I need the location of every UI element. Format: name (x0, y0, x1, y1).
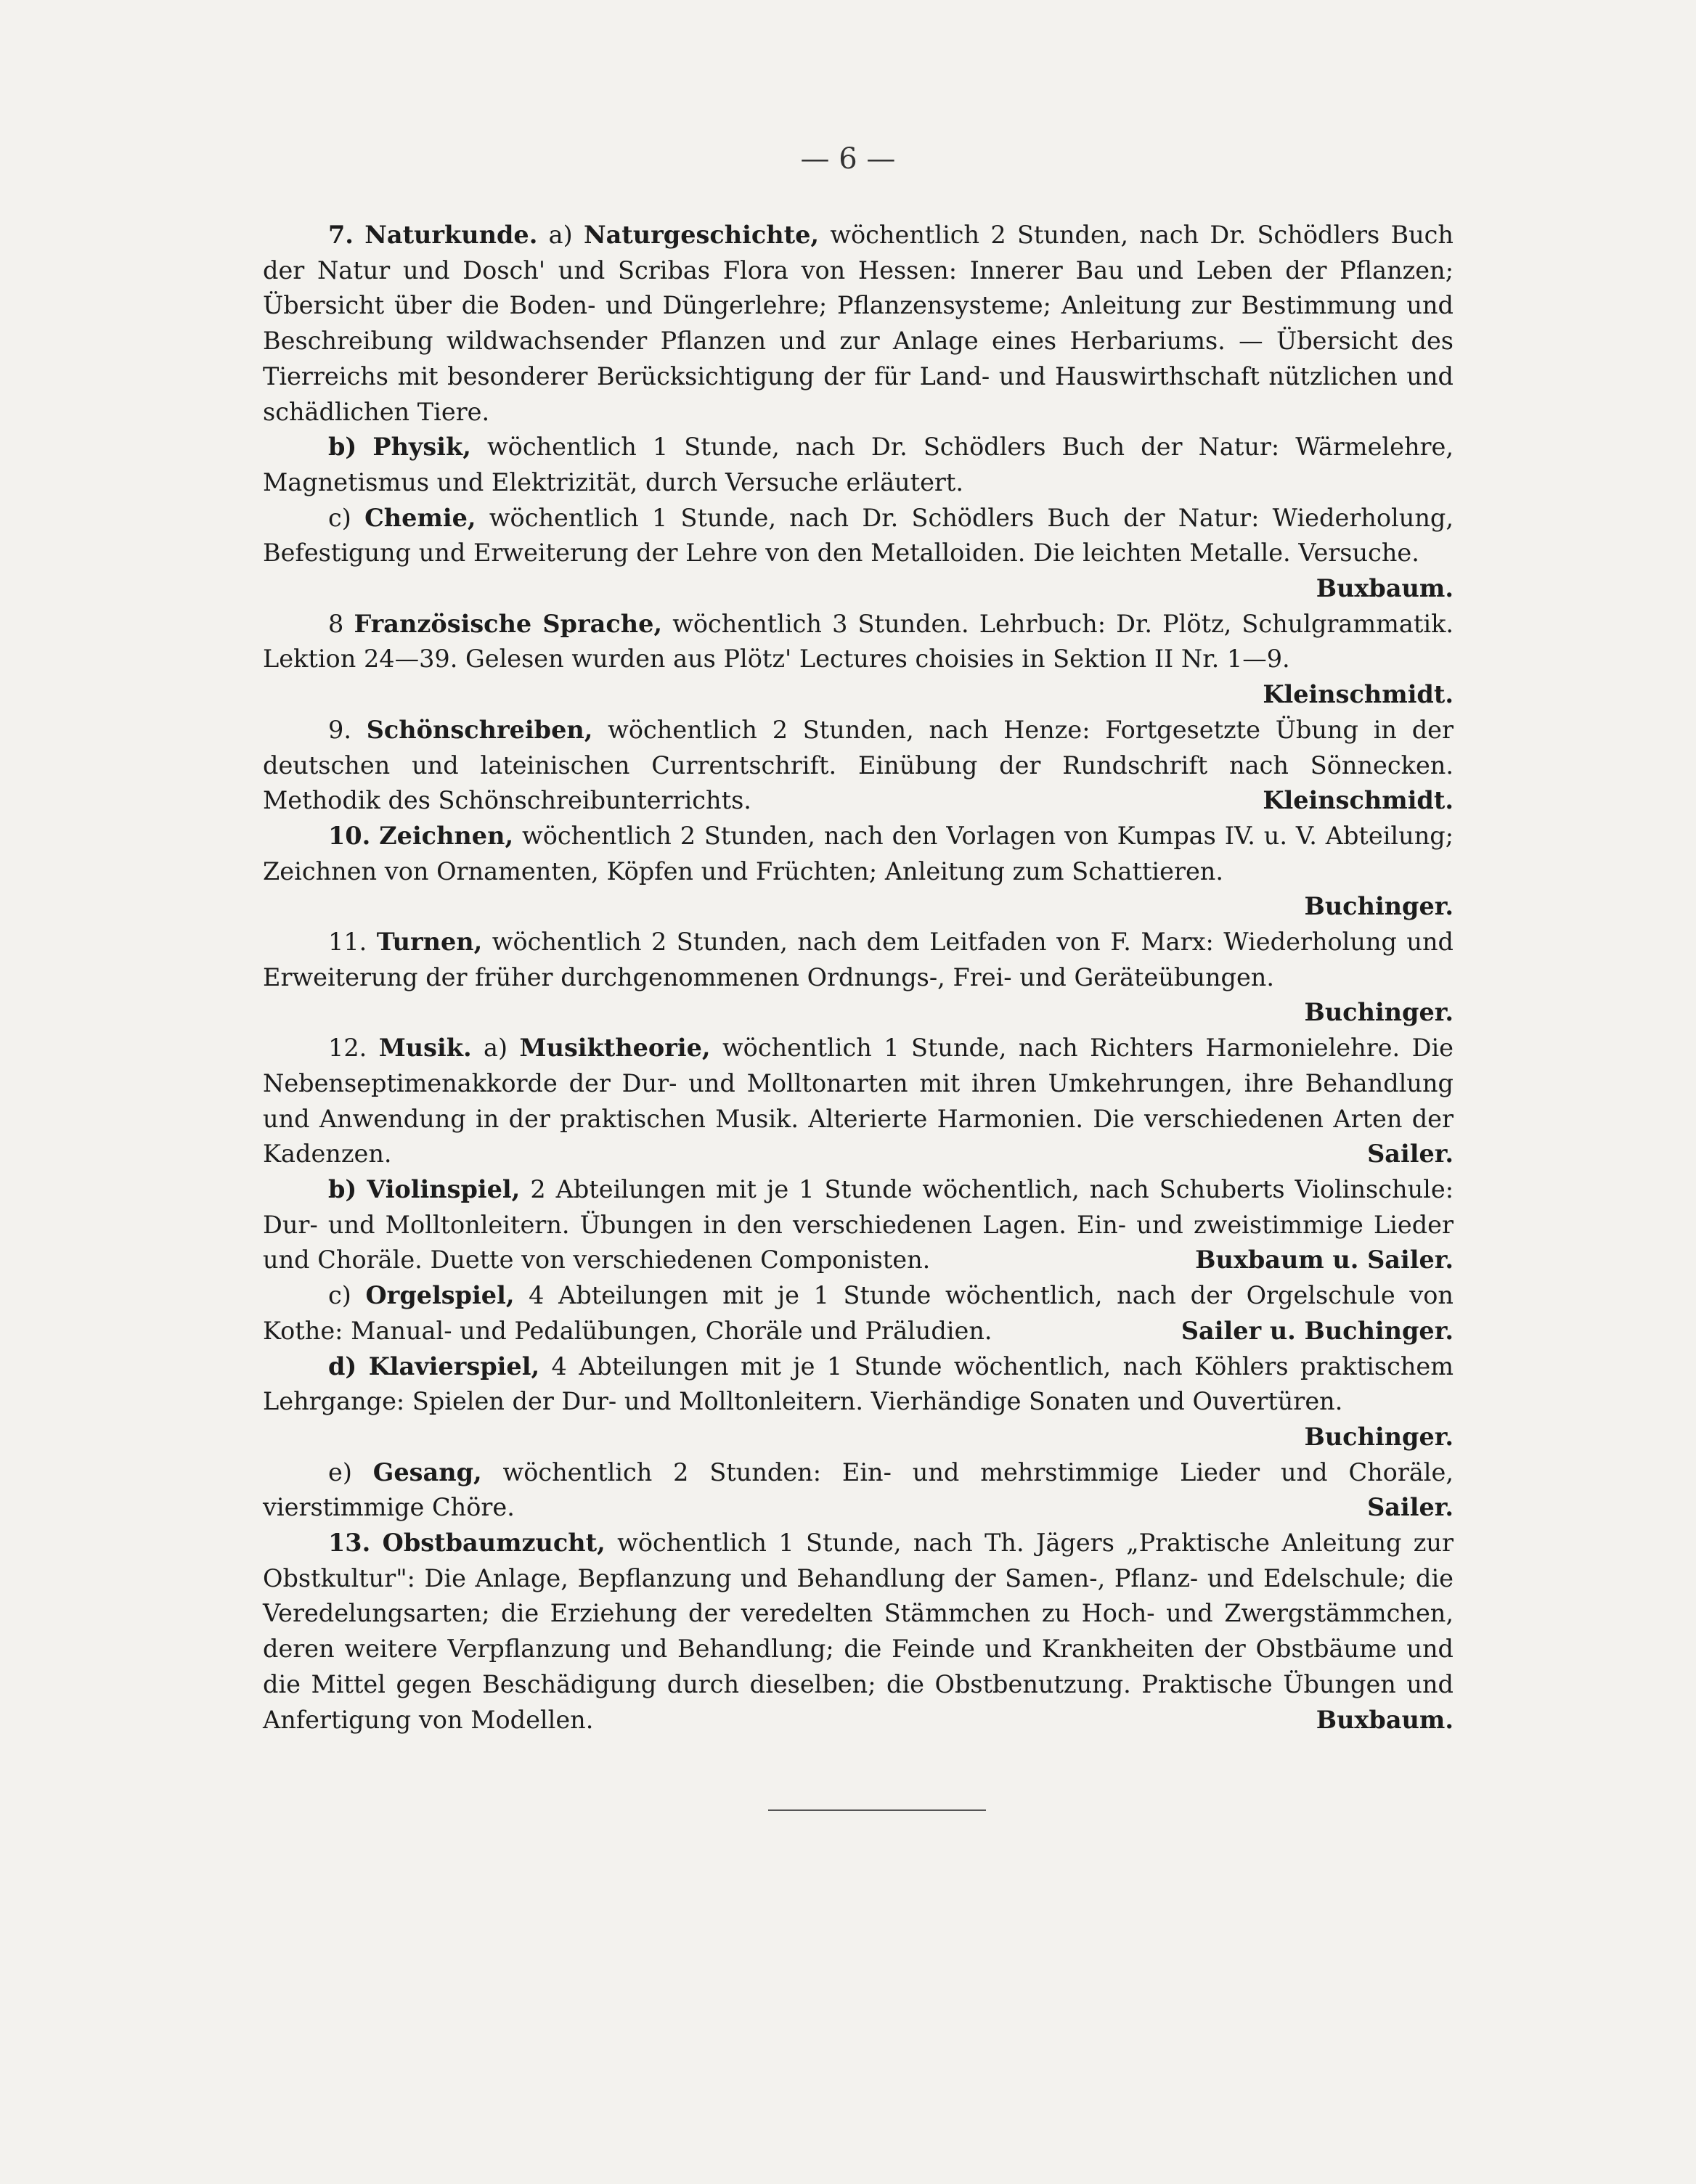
section-7a-label: a) (548, 221, 573, 249)
section-11-text: wöchentlich 2 Stunden, nach dem Leitfaden von F. Marx: Wiederholung und Erweiterung der früher durchgenommenen Ordnungs-, Frei- und Geräteübungen. (263, 928, 1454, 991)
section-12-musiktheorie (263, 1031, 1454, 1172)
section-10-number: 10. (328, 821, 371, 850)
section-10-text: wöchentlich 2 Stunden, nach den Vorlagen von Kumpas IV. u. V. Abteilung; Zeichnen von Ornamenten, Köpfen und Früchten; Anleitung zum Schattieren. (263, 821, 1454, 886)
section-12d-text: 4 Abteilungen mit je 1 Stunde wöchentlich, nach Köhlers praktischem Lehrgange: Spielen der Dur- und Molltonleitern. Vierhändige Sonaten und Ouvertüren. (263, 1351, 1454, 1416)
section-9-text: wöchentlich 2 Stunden, nach Henze: Fortgesetzte Übung in der deutschen und lateinischen Currentschrift. Einübung der Rundschrift nach Sönnecken. Methodik des Schönschreibunterrichts. (263, 715, 1454, 815)
section-9-title: Schönschreiben, (366, 715, 593, 744)
section-7c-text: wöchentlich 1 Stunde, nach Dr. Schödlers Buch der Natur: Wiederholung, Befestigung und Erweiterung der Lehre von den Metalloiden. Die leichten Metalle. Versuche. (263, 503, 1454, 568)
section-11-teacher: Buchinger. (1304, 998, 1454, 1027)
section-7c-label: c) (328, 503, 351, 532)
section-7-teacher: Buxbaum. (1316, 574, 1454, 603)
section-13 (263, 1526, 1454, 1738)
section-9-teacher: Kleinschmidt. (1263, 786, 1454, 815)
page-body (263, 218, 1454, 1738)
section-12b-title: Violinspiel, (367, 1174, 521, 1203)
section-12b-text: 2 Abteilungen mit je 1 Stunde wöchentlich, nach Schuberts Violinschule: Dur- und Molltonleitern. Übungen in den verschiedenen Lagen. Ein- und zweistimmige Lieder und Choräle. Duette von verschiedenen Componisten. (263, 1174, 1454, 1275)
section-12a-label: a) (484, 1034, 508, 1063)
section-7a-title: Naturgeschichte, (583, 221, 820, 249)
section-12b-label: b) (328, 1174, 357, 1203)
section-10-teacher: Buchinger. (1304, 892, 1454, 921)
page-number: — 6 — (800, 142, 896, 176)
section-11-number: 11. (328, 928, 367, 957)
section-12e-title: Gesang, (372, 1457, 482, 1486)
section-7-physik (263, 430, 1454, 500)
section-9 (263, 713, 1454, 819)
section-8-number: 8 (328, 609, 344, 638)
section-7b-text: wöchentlich 1 Stunde, nach Dr. Schödlers Buch der Natur: Wärmelehre, Magnetismus und Elektrizität, durch Versuche erläutert. (263, 433, 1454, 496)
section-8-teacher: Kleinschmidt. (1263, 680, 1454, 709)
section-12c-text: 4 Abteilungen mit je 1 Stunde wöchentlich, nach der Orgelschule von Kothe: Manual- und Pedalübungen, Choräle und Präludien. (263, 1281, 1454, 1345)
section-12c-label: c) (328, 1281, 351, 1310)
section-8-title: Französische Sprache, (354, 609, 663, 638)
section-8-text: wöchentlich 3 Stunden. Lehrbuch: Dr. Plötz, Schulgrammatik. Lektion 24—39. Gelesen wurden aus Plötz' Lectures choisies in Sektion II Nr. 1—9. (263, 609, 1454, 674)
section-12-violinspiel (263, 1172, 1454, 1278)
closing-divider (768, 1809, 986, 1811)
section-12-gesang (263, 1455, 1454, 1526)
section-12a-title: Musiktheorie, (519, 1034, 711, 1063)
section-12-number: 12. (328, 1034, 367, 1063)
section-12e-label: e) (328, 1457, 352, 1486)
section-9-number: 9. (328, 715, 351, 744)
section-12d-teacher: Buchinger. (1304, 1422, 1454, 1451)
section-12e-text: wöchentlich 2 Stunden: Ein- und mehrstimmige Lieder und Choräle, vierstimmige Chöre. (263, 1457, 1454, 1522)
section-12b-teacher: Buxbaum u. Sailer. (1195, 1246, 1454, 1275)
section-12e-teacher: Sailer. (1367, 1493, 1454, 1522)
section-13-number: 13. (328, 1529, 371, 1558)
section-11 (263, 925, 1454, 995)
section-12-title: Musik. (378, 1034, 472, 1063)
section-7-chemie (263, 501, 1454, 571)
section-12-klavierspiel (263, 1349, 1454, 1420)
section-10 (263, 819, 1454, 889)
section-7c-title: Chemie, (364, 503, 476, 532)
section-10-title: Zeichnen, (379, 821, 514, 850)
section-7-naturgeschichte (263, 218, 1454, 430)
section-12d-label: d) (328, 1351, 357, 1381)
section-13-text: wöchentlich 1 Stunde, nach Th. Jägers „Praktische Anleitung zur Obstkultur": Die Anlage, Bepflanzung und Behandlung der Samen-, Pflanz- und Edelschule; die Veredelungsarten; die Erziehung der veredelten Stämmchen zu Hoch- und Zwergstämmchen, deren weitere Verpflanzung und Behandlung; die Feinde und Krankheiten der Obstbäume und die Mittel gegen Beschädigung durch dieselben; die Obstbenutzung. Praktische Übungen und Anfertigung von Modellen. (263, 1529, 1454, 1734)
section-7-title: Naturkunde. (364, 221, 538, 249)
section-7a-text: wöchentlich 2 Stunden, nach Dr. Schödlers Buch der Natur und Dosch' und Scribas Flora von Hessen: Innerer Bau und Leben der Pflanzen; Übersicht über die Boden- und Düngerlehre; Pflanzensysteme; Anleitung zur Bestimmung und Beschreibung wildwachsender Pflanzen und zur Anlage eines Herbariums. — Übersicht des Tierreichs mit besonderer Berücksichtigung der für Land- und Hauswirthschaft nützlichen und schädlichen Tiere. (263, 221, 1454, 426)
section-12a-text: wöchentlich 1 Stunde, nach Richters Harmonielehre. Die Nebenseptimenakkorde der Dur- und Molltonarten mit ihren Umkehrungen, ihre Behandlung und Anwendung in der praktischen Musik. Alterierte Harmonien. Die verschiedenen Arten der Kadenzen. (263, 1034, 1454, 1169)
section-7b-label: b) (328, 433, 357, 462)
section-8 (263, 607, 1454, 677)
section-12c-title: Orgelspiel, (365, 1281, 515, 1310)
section-7-number: 7. (328, 221, 354, 249)
section-7b-title: Physik, (372, 433, 471, 462)
section-12c-teacher: Sailer u. Buchinger. (1181, 1316, 1454, 1345)
section-11-title: Turnen, (376, 928, 483, 957)
section-12-orgelspiel (263, 1278, 1454, 1349)
section-13-title: Obstbaumzucht, (382, 1529, 606, 1558)
section-12d-title: Klavierspiel, (368, 1351, 540, 1381)
section-13-teacher: Buxbaum. (1316, 1705, 1454, 1734)
section-12a-teacher: Sailer. (1367, 1140, 1454, 1169)
